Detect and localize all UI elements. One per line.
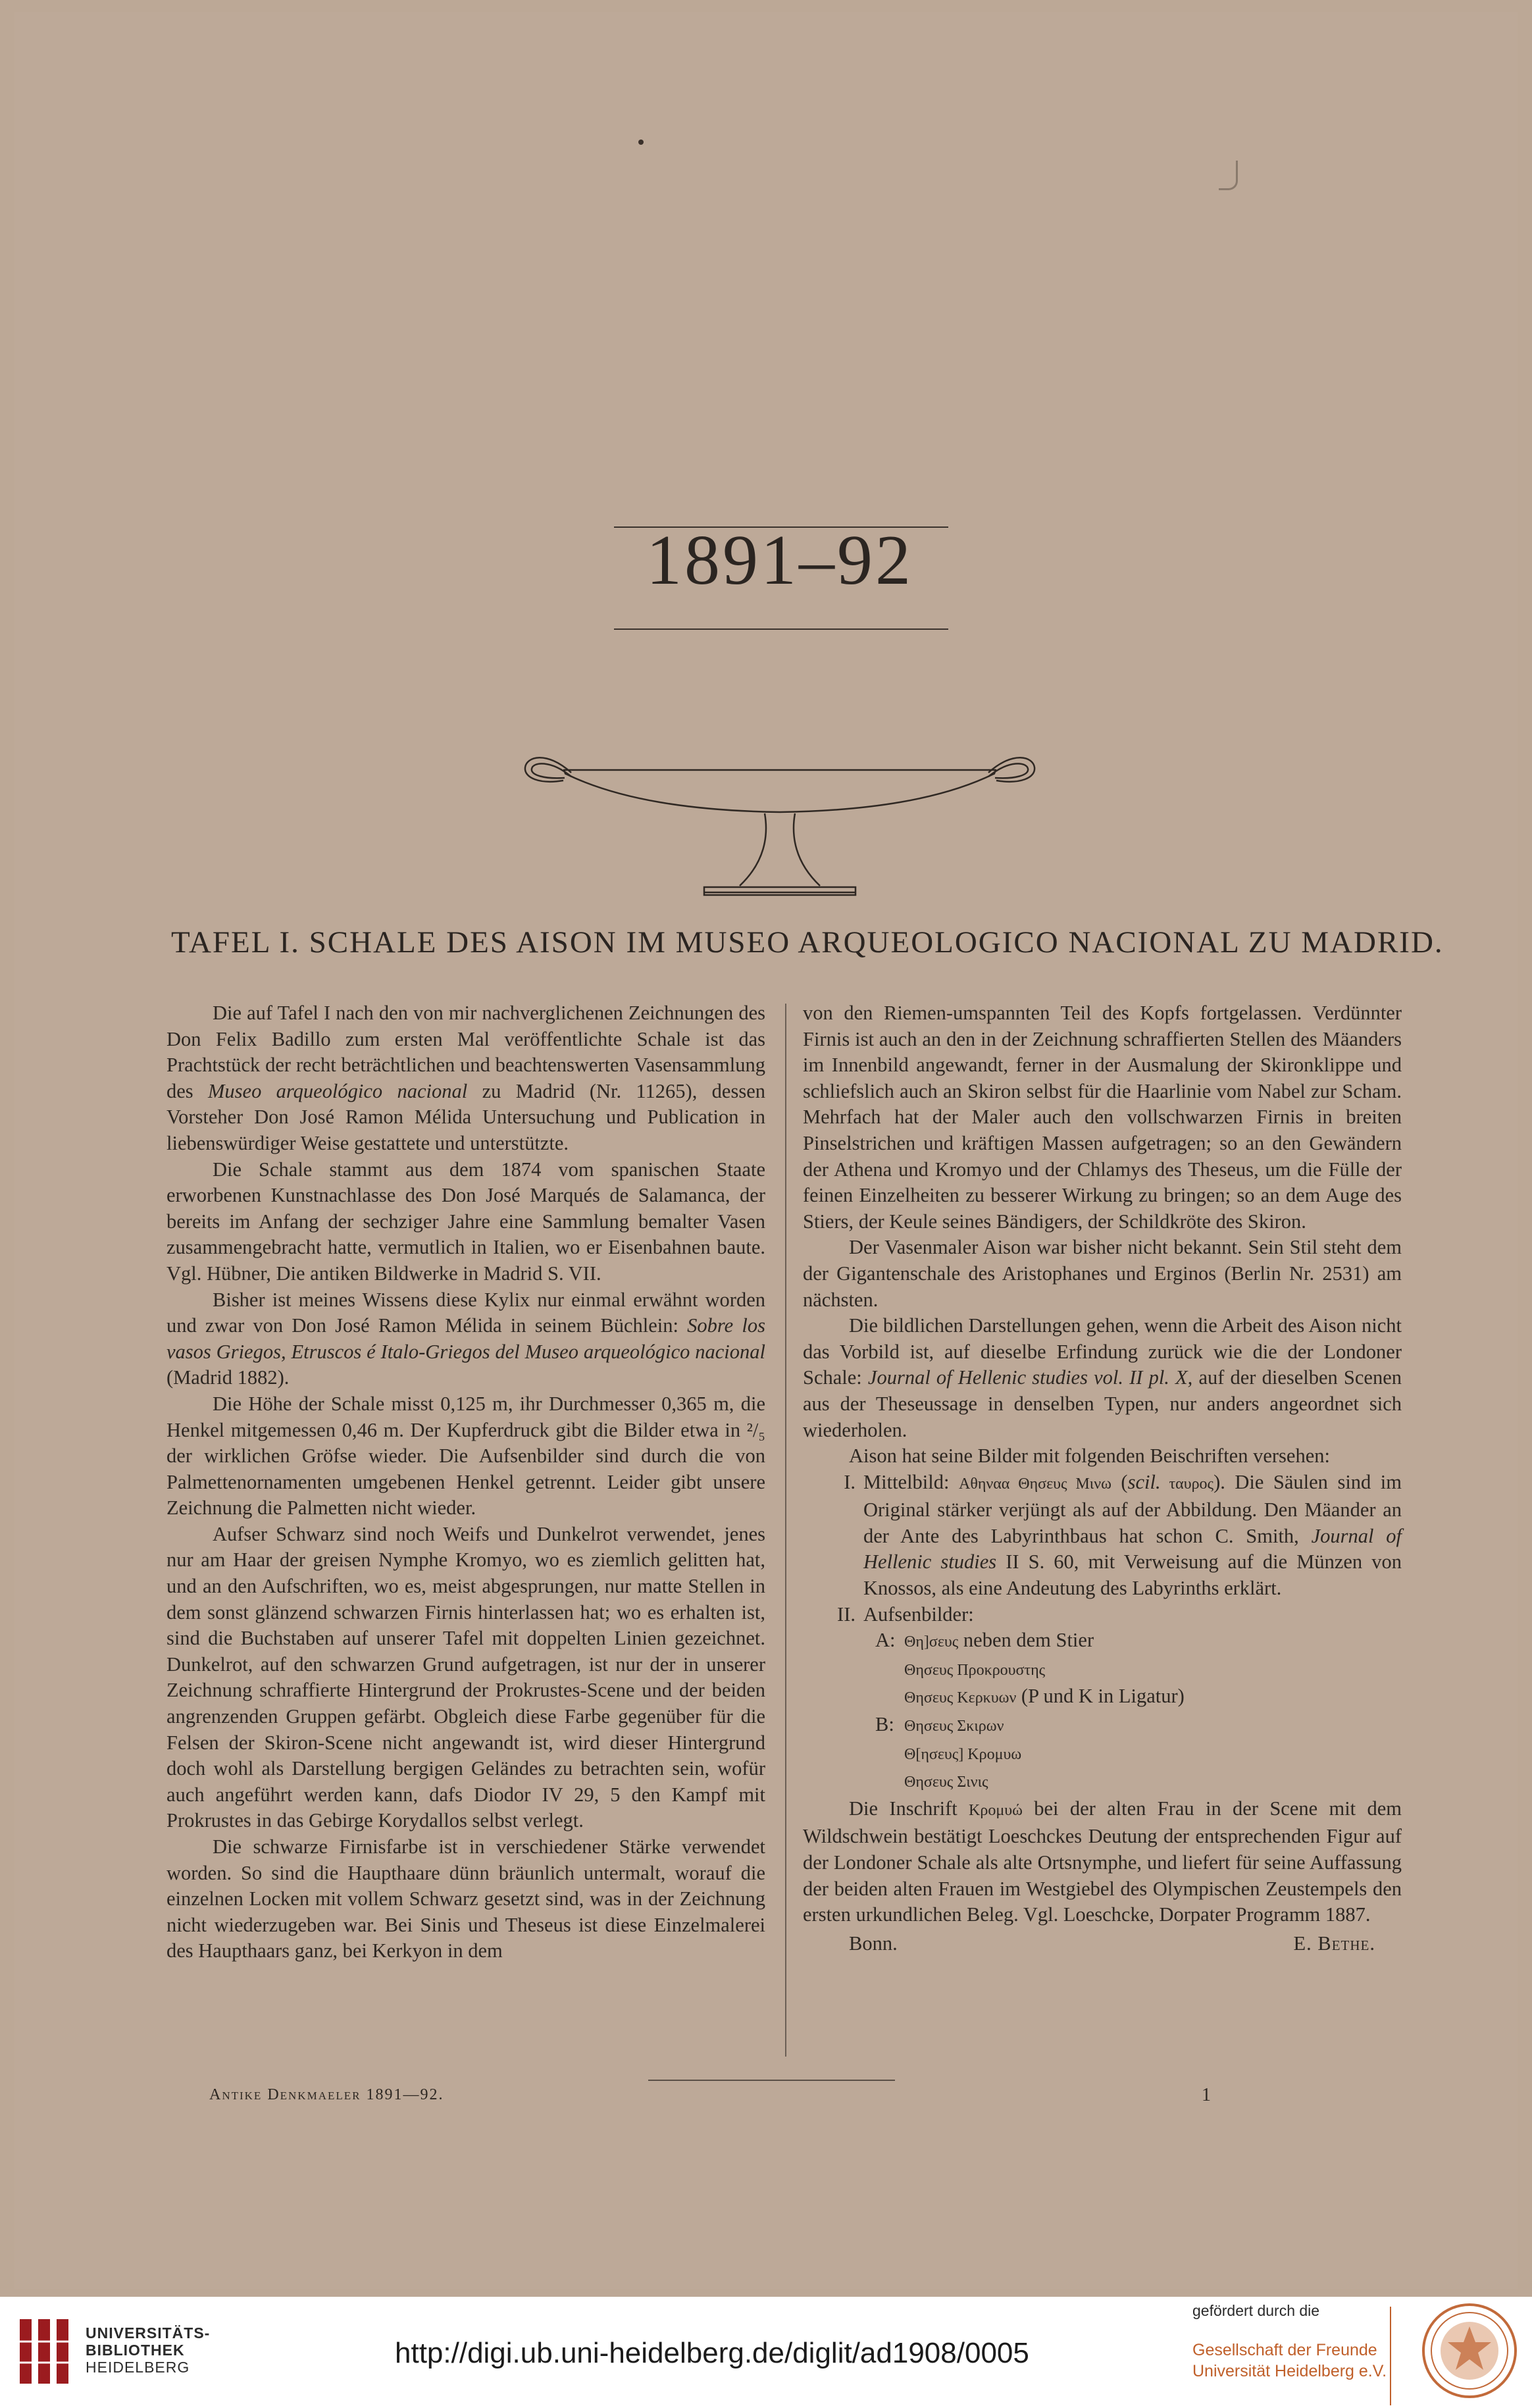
paragraph: von den Riemen-umspannten Teil des Kopfs fortgelassen. Verdünnter Firnis ist auch an den in der Zeichnung schraffierten Stellen des Mäanders im Innenbild angewandt, ferner in der Ausmalung der Skironklippe und schliefslich auch an Skiron selbst für die Haarlinie vom Nabel zur Scham. Mehrfach hat der Maler auch den vollschwarzen Firnis in breiten Pinselstrichen und kräftigen Massen aufgetragen; so an den Gewändern der Athena und Kromyo und der Chlamys des Theseus, um die Fülle der feinen Einzelheiten zu besserer Wirkung zu bringen; so an dem Auge des Stiers, der Keule seines Bändigers, der Schildkröte des Skiron. (803, 1002, 1402, 1233)
volume-year: 1891–92 (646, 521, 913, 600)
sponsor-intro: gefördert durch die (1192, 2302, 1320, 2319)
speck (638, 140, 644, 145)
sponsor-block (1192, 2302, 1390, 2382)
inscription-list-b: B: Θησευς Σκιρων Θ[ησευς] Κρομυω Θησευς Σινις (875, 1713, 1022, 1791)
paragraph: Die schwarze Firnisfarbe ist in verschiedener Stärke verwendet worden. So sind die Haupthaare dünn bräunlich untermalt, worauf die einzelnen Locken mit vollem Schwarz gesetzt sind, was in der Zeichnung nicht wiederzugeben war. Bei Sinis und Theseus ist diese Einzelmalerei des Haupthaars ganz, bei Kerkyon in dem (166, 1835, 765, 1962)
kylix-illustration (520, 737, 1040, 908)
paragraph: Die Schale stammt aus dem 1874 vom spanischen Staate erworbenen Kunstnachlasse des Don José Marqués de Salamanca, der bereits im Anfang der sechziger Jahre eine Sammlung bemalter Vasen zusammengebracht hatte, vermutlich in Italien, wo er Eisenbahnen baute. Vgl. Hübner, Die antiken Bildwerke in Madrid S. VII. (166, 1158, 765, 1285)
sign-place: Bonn. (849, 1932, 898, 1955)
sponsor-divider (1390, 2307, 1391, 2405)
inscription-item-ii: II. Aufsenbilder: (837, 1602, 974, 1626)
paragraph: Die auf Tafel I nach den von mir nachverglichenen Zeichnungen des Don Felix Badillo zum ersten Mal veröffentlichte Schale ist das Prachtstück der recht beträchtlichen und beachtenswerten Vasensammlung des Museo arqueológico nacional zu Madrid (Nr. 11265), dessen Vorsteher Don José Ramon Mélida Untersuchung und Publication in liebenswürdiger Weise gestattete und unterstützte. (166, 1002, 765, 1154)
speck (1219, 161, 1238, 190)
author-signature: E. Bethe. (1293, 1932, 1375, 1955)
paragraph: Aufser Schwarz sind noch Weifs und Dunkelrot verwendet, jenes nur am Haar der greisen Nymphe Kromyo, wo es ziemlich gelitten hat, und an den Aufschriften, wo es, meist abgesprungen, nur matte Stellen in dem sonst glänzend schwarzen Firnis hinterlassen hat; wo es erhalten ist, sind die Buchstaben auf unserer Tafel mit doppelten Linien gezeichnet. Dunkelrot, auf den schwarzen Grund aufgetragen, ist nur der in unserer Zeichnung schraffierte Hintergrund der Prokrustes-Scene und der beiden angrenzenden Gruppen gefärbt. Obgleich diese Farbe gegenüber für die Felsen der Skiron-Scene nicht angewandt ist, wird dieser Hintergrund doch wohl als Darstellung bergigen Geländes zu betrachten sein, wofür auch angeführt werden kann, dafs Diodor IV 29, 5 den Kampf mit Prokrustes in das Gebirge Korydallos selbst verlegt. (166, 1522, 765, 1832)
right-column (803, 1000, 1402, 1957)
sponsor-name-line1: Gesellschaft der Freunde (1192, 2341, 1377, 2359)
paragraph: Der Vasenmaler Aison war bisher nicht bekannt. Sein Stil steht dem der Gigantenschale des Aristophanes und Erginos (Berlin Nr. 2531) am nächsten. (803, 1236, 1402, 1311)
page-number: 1 (1202, 2085, 1211, 2105)
signature-line (803, 1931, 1402, 1957)
inscription-list-a: A: Θη]σευς neben dem Stier Θησευς Προκρουστης Θησευς Κερκυων (P und K in Ligatur) (875, 1629, 1185, 1708)
paragraph: Bisher ist meines Wissens diese Kylix nur einmal erwähnt worden und zwar von Don José Ramon Mélida in seinem Büchlein: Sobre los vasos Griegos, Etruscos é Italo-Griegos del Museo arqueológico nacional (Madrid 1882). (166, 1288, 765, 1389)
paragraph: Die Inschrift Κρομυώ bei der alten Frau in der Scene mit dem Wildschwein bestätigt Loeschckes Deutung der entsprechenden Figur auf der Londoner Schale als alte Ortsnymphe, und liefert für seine Auffassung der beiden alten Frauen im Westgiebel des Olympischen Zeustempels den ersten urkundlichen Beleg. Vgl. Loeschcke, Dorpater Programm 1887. (803, 1797, 1402, 1926)
footer-rule (648, 2080, 895, 2081)
running-footer: Antike Denkmaeler 1891—92. (209, 2086, 444, 2103)
paragraph: Die bildlichen Darstellungen gehen, wenn die Arbeit des Aison nicht das Vorbild ist, auf dieselbe Erfindung zurück wie die der Londoner Schale: Journal of Hellenic studies vol. II pl. X, auf der dieselben Scenen aus der Theseussage in denselben Typen, nur anders angeordnet sich wiederholen. (803, 1314, 1402, 1441)
left-column (166, 1000, 765, 1964)
paragraph: Aison hat seine Bilder mit folgenden Beischriften versehen: (849, 1445, 1330, 1468)
library-name: UNIVERSITÄTS- BIBLIOTHEK HEIDELBERG (86, 2324, 211, 2376)
university-library-logo-icon (16, 2315, 75, 2388)
sponsor-name-line2: Universität Heidelberg e.V. (1192, 2362, 1387, 2380)
paragraph: Die Höhe der Schale misst 0,125 m, ihr Durchmesser 0,365 m, die Henkel mitgemessen 0,46 m. Der Kupferdruck gibt die Bilder etwa in ²/₅ der wirklichen Gröfse wieder. Die Aufsenbilder sind durch die von Palmettenornamenten umgebenen Henkel getrennt. Leider gibt unsere Zeichnung die Palmetten nicht wieder. (166, 1392, 765, 1520)
university-seal-icon (1420, 2301, 1519, 2400)
inscription-item-i: I. Mittelbild: Αθηναα Θησευς Μινω (scil. ταυρος). Die Säulen sind im Original stärker verjüngt als auf der Abbildung. Den Mäander an der Ante des Labyrinthbaus hat schon C. Smith, Journal of Hellenic studies II S. 60, mit Verweisung auf die Münzen von Knossos, als eine Andeutung des Labyrinths erklärt. (844, 1470, 1402, 1600)
plate-title: TAFEL I. SCHALE DES AISON IM MUSEO ARQUEOLOGICO NACIONAL ZU MADRID. (171, 925, 1444, 960)
permalink-url[interactable]: http://digi.ub.uni-heidelberg.de/diglit/ad1908/0005 (395, 2337, 1029, 2369)
column-divider (785, 1004, 786, 2057)
year-rule-bottom (614, 628, 948, 630)
